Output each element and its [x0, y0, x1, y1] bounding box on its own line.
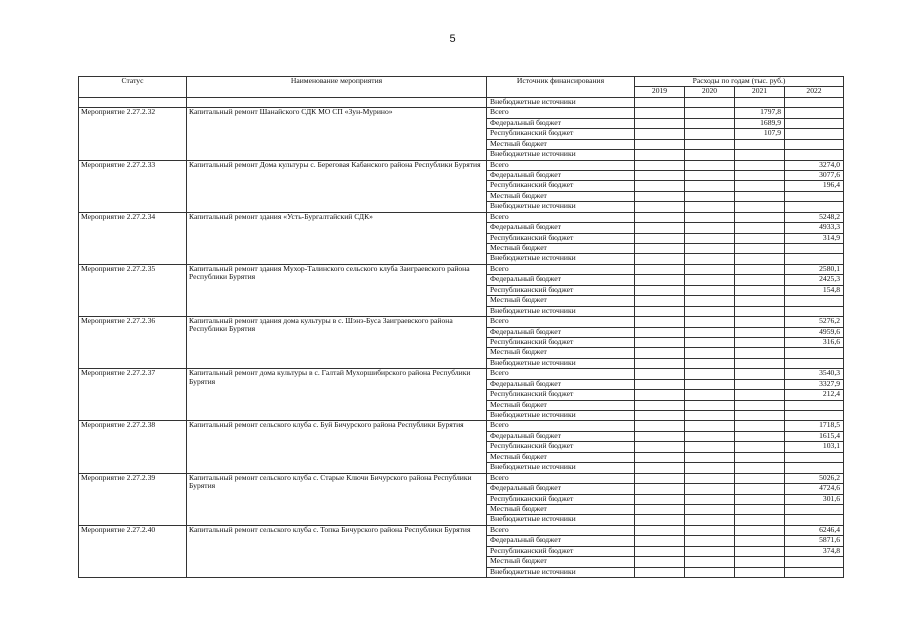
funding-source: Федеральный бюджет — [487, 170, 635, 180]
amount-cell — [735, 431, 785, 441]
amount-cell — [735, 567, 785, 577]
amount-cell — [685, 358, 735, 368]
amount-cell — [685, 327, 735, 337]
amount-cell: 107,9 — [735, 129, 785, 139]
measure-status: Мероприятие 2.27.2.35 — [79, 264, 187, 316]
measure-name: Капитальный ремонт сельского клуба с. Старые Ключи Бичурского района Республики Бурятия — [187, 473, 487, 525]
funding-source: Республиканский бюджет — [487, 494, 635, 504]
amount-cell — [635, 348, 685, 358]
amount-cell: 3077,6 — [785, 170, 844, 180]
amount-cell: 6246,4 — [785, 525, 844, 535]
funding-source: Всего — [487, 369, 635, 379]
amount-cell — [685, 150, 735, 160]
funding-source: Всего — [487, 160, 635, 170]
year-header: 2020 — [685, 87, 735, 97]
table-row — [79, 525, 844, 535]
amount-cell: 1615,4 — [785, 431, 844, 441]
amount-cell — [735, 473, 785, 483]
amount-cell — [635, 170, 685, 180]
amount-cell — [785, 557, 844, 567]
amount-cell — [685, 400, 735, 410]
amount-cell — [635, 557, 685, 567]
amount-cell — [685, 233, 735, 243]
table-row — [79, 264, 844, 274]
amount-cell — [635, 254, 685, 264]
amount-cell — [735, 223, 785, 233]
amount-cell — [735, 296, 785, 306]
table-row — [79, 473, 844, 483]
amount-cell — [635, 317, 685, 327]
amount-cell — [735, 515, 785, 525]
amount-cell: 3327,9 — [785, 379, 844, 389]
amount-cell — [685, 442, 735, 452]
amount-cell: 5248,2 — [785, 212, 844, 222]
funding-source: Местный бюджет — [487, 244, 635, 254]
amount-cell — [685, 296, 735, 306]
amount-cell — [735, 442, 785, 452]
amount-cell — [735, 150, 785, 160]
value-cell — [635, 97, 685, 107]
amount-cell — [685, 515, 735, 525]
funding-source: Республиканский бюджет — [487, 390, 635, 400]
amount-cell — [735, 191, 785, 201]
funding-source: Местный бюджет — [487, 296, 635, 306]
amount-cell — [635, 139, 685, 149]
amount-cell — [635, 369, 685, 379]
amount-cell — [685, 212, 735, 222]
funding-source: Местный бюджет — [487, 504, 635, 514]
amount-cell — [735, 484, 785, 494]
amount-cell — [685, 170, 735, 180]
amount-cell — [685, 379, 735, 389]
funding-source: Местный бюджет — [487, 348, 635, 358]
amount-cell — [785, 400, 844, 410]
measure-name: Капитальный ремонт Шанайского СДК МО СП «Зун-Муринo» — [187, 108, 487, 160]
amount-cell — [635, 150, 685, 160]
amount-cell — [635, 233, 685, 243]
amount-cell: 4724,6 — [785, 484, 844, 494]
amount-cell — [635, 160, 685, 170]
amount-cell — [785, 254, 844, 264]
amount-cell — [685, 390, 735, 400]
funding-source: Всего — [487, 264, 635, 274]
funding-source: Внебюджетные источники — [487, 358, 635, 368]
amount-cell — [785, 118, 844, 128]
amount-cell — [685, 348, 735, 358]
amount-cell — [735, 275, 785, 285]
amount-cell — [785, 348, 844, 358]
amount-cell: 2425,3 — [785, 275, 844, 285]
amount-cell — [735, 348, 785, 358]
amount-cell: 103,1 — [785, 442, 844, 452]
amount-cell — [735, 390, 785, 400]
amount-cell: 301,6 — [785, 494, 844, 504]
amount-cell — [785, 306, 844, 316]
measure-name: Капитальный ремонт дома культуры в с. Галтай Мухоршибирского района Республики Бурятия — [187, 369, 487, 421]
amount-cell — [685, 431, 735, 441]
amount-cell — [635, 244, 685, 254]
amount-cell — [635, 118, 685, 128]
source-cell: Внебюджетные источники — [487, 97, 635, 107]
funding-source: Федеральный бюджет — [487, 118, 635, 128]
amount-cell — [635, 536, 685, 546]
amount-cell — [635, 327, 685, 337]
amount-cell — [635, 484, 685, 494]
amount-cell — [735, 306, 785, 316]
amount-cell: 1718,5 — [785, 421, 844, 431]
amount-cell — [735, 337, 785, 347]
funding-source: Республиканский бюджет — [487, 181, 635, 191]
funding-source: Всего — [487, 473, 635, 483]
amount-cell — [685, 463, 735, 473]
amount-cell — [635, 379, 685, 389]
amount-cell — [685, 536, 735, 546]
amount-cell — [685, 306, 735, 316]
amount-cell — [735, 504, 785, 514]
amount-cell — [685, 129, 735, 139]
amount-cell — [785, 463, 844, 473]
name-header: Наименование мероприятия — [187, 77, 487, 98]
amount-cell — [735, 411, 785, 421]
amount-cell — [635, 390, 685, 400]
amount-cell — [685, 317, 735, 327]
amount-cell — [635, 421, 685, 431]
amount-cell — [685, 504, 735, 514]
amount-cell — [735, 254, 785, 264]
amount-cell — [785, 202, 844, 212]
amount-cell — [685, 202, 735, 212]
amount-cell — [635, 285, 685, 295]
funding-source: Внебюджетные источники — [487, 202, 635, 212]
year-header: 2019 — [635, 87, 685, 97]
amount-cell — [635, 400, 685, 410]
amount-cell — [685, 421, 735, 431]
funding-source: Местный бюджет — [487, 557, 635, 567]
table-row — [79, 212, 844, 222]
amount-cell — [635, 296, 685, 306]
amount-cell — [685, 285, 735, 295]
amount-cell — [785, 567, 844, 577]
amount-cell — [735, 546, 785, 556]
amount-cell: 5871,6 — [785, 536, 844, 546]
amount-cell — [735, 452, 785, 462]
amount-cell — [735, 285, 785, 295]
amount-cell — [635, 411, 685, 421]
funding-source: Внебюджетные источники — [487, 463, 635, 473]
funding-source: Республиканский бюджет — [487, 129, 635, 139]
table-row — [79, 108, 844, 118]
table-row — [79, 317, 844, 327]
measure-name: Капитальный ремонт Дома культуры с. Береговая Кабанского района Республики Бурятия — [187, 160, 487, 212]
amount-cell — [685, 108, 735, 118]
amount-cell — [785, 515, 844, 525]
funding-source: Внебюджетные источники — [487, 306, 635, 316]
amount-cell — [685, 264, 735, 274]
funding-source: Всего — [487, 317, 635, 327]
measure-status: Мероприятие 2.27.2.36 — [79, 317, 187, 369]
amount-cell — [735, 536, 785, 546]
amount-cell: 1797,8 — [735, 108, 785, 118]
measure-status: Мероприятие 2.27.2.34 — [79, 212, 187, 264]
amount-cell — [785, 411, 844, 421]
amount-cell — [685, 494, 735, 504]
amount-cell — [685, 369, 735, 379]
funding-source: Местный бюджет — [487, 139, 635, 149]
amount-cell — [735, 421, 785, 431]
measure-status: Мероприятие 2.27.2.39 — [79, 473, 187, 525]
amount-cell — [635, 212, 685, 222]
table-row — [79, 369, 844, 379]
funding-source: Республиканский бюджет — [487, 285, 635, 295]
amount-cell — [785, 296, 844, 306]
amount-cell: 154,8 — [785, 285, 844, 295]
amount-cell — [735, 202, 785, 212]
amount-cell — [735, 358, 785, 368]
value-cell — [735, 97, 785, 107]
measure-name: Капитальный ремонт сельского клуба с. Буй Бичурского района Республики Бурятия — [187, 421, 487, 473]
amount-cell — [635, 191, 685, 201]
amount-cell — [685, 160, 735, 170]
amount-cell: 374,8 — [785, 546, 844, 556]
funding-source: Федеральный бюджет — [487, 536, 635, 546]
amount-cell — [785, 504, 844, 514]
amount-cell — [635, 358, 685, 368]
value-cell — [685, 97, 735, 107]
amount-cell — [735, 379, 785, 389]
amount-cell — [685, 411, 735, 421]
funding-source: Всего — [487, 212, 635, 222]
amount-cell — [735, 525, 785, 535]
funding-source: Местный бюджет — [487, 400, 635, 410]
measure-status: Мероприятие 2.27.2.32 — [79, 108, 187, 160]
amount-cell — [635, 431, 685, 441]
amount-cell — [685, 525, 735, 535]
amount-cell — [635, 515, 685, 525]
amount-cell: 4933,3 — [785, 223, 844, 233]
status-cell — [79, 97, 187, 107]
amount-cell — [635, 452, 685, 462]
financing-table — [78, 76, 844, 578]
amount-cell — [685, 337, 735, 347]
amount-cell — [735, 400, 785, 410]
amount-cell — [635, 504, 685, 514]
amount-cell — [735, 233, 785, 243]
measure-status: Мероприятие 2.27.2.40 — [79, 525, 187, 577]
amount-cell: 3274,0 — [785, 160, 844, 170]
measure-name: Капитальный ремонт здания дома культуры в с. Шэнэ-Буса Заиграевского района Республики Бурятия — [187, 317, 487, 369]
measure-status: Мероприятие 2.27.2.33 — [79, 160, 187, 212]
expenses-header: Расходы по годам (тыс. руб.) — [635, 77, 844, 87]
funding-source: Всего — [487, 421, 635, 431]
amount-cell — [735, 369, 785, 379]
status-header: Статус — [79, 77, 187, 98]
amount-cell: 5276,2 — [785, 317, 844, 327]
amount-cell — [635, 494, 685, 504]
amount-cell: 4959,6 — [785, 327, 844, 337]
header-row — [79, 77, 844, 87]
funding-source: Внебюджетные источники — [487, 254, 635, 264]
amount-cell — [685, 223, 735, 233]
value-cell — [785, 97, 844, 107]
funding-source: Всего — [487, 108, 635, 118]
name-cell — [187, 97, 487, 107]
amount-cell — [685, 557, 735, 567]
amount-cell — [685, 139, 735, 149]
amount-cell — [735, 170, 785, 180]
amount-cell — [635, 181, 685, 191]
amount-cell — [685, 191, 735, 201]
funding-source: Федеральный бюджет — [487, 379, 635, 389]
amount-cell: 5026,2 — [785, 473, 844, 483]
amount-cell: 2580,1 — [785, 264, 844, 274]
funding-source: Внебюджетные источники — [487, 411, 635, 421]
funding-source: Республиканский бюджет — [487, 442, 635, 452]
year-header: 2022 — [785, 87, 844, 97]
amount-cell — [735, 160, 785, 170]
amount-cell — [635, 525, 685, 535]
amount-cell — [735, 327, 785, 337]
funding-source: Республиканский бюджет — [487, 337, 635, 347]
amount-cell — [635, 306, 685, 316]
amount-cell — [735, 181, 785, 191]
amount-cell — [635, 337, 685, 347]
amount-cell — [685, 118, 735, 128]
amount-cell — [635, 473, 685, 483]
amount-cell — [685, 473, 735, 483]
amount-cell — [685, 484, 735, 494]
amount-cell: 316,6 — [785, 337, 844, 347]
page-number: 5 — [449, 33, 456, 45]
amount-cell — [685, 452, 735, 462]
source-header: Источник финансирования — [487, 77, 635, 98]
year-header: 2021 — [735, 87, 785, 97]
funding-source: Федеральный бюджет — [487, 223, 635, 233]
funding-source: Всего — [487, 525, 635, 535]
funding-source: Федеральный бюджет — [487, 431, 635, 441]
amount-cell: 196,4 — [785, 181, 844, 191]
amount-cell — [685, 254, 735, 264]
carryover-row — [79, 97, 844, 107]
amount-cell — [635, 567, 685, 577]
amount-cell — [785, 244, 844, 254]
funding-source: Местный бюджет — [487, 452, 635, 462]
amount-cell — [785, 129, 844, 139]
amount-cell — [685, 244, 735, 254]
amount-cell — [735, 212, 785, 222]
amount-cell — [785, 108, 844, 118]
amount-cell: 212,4 — [785, 390, 844, 400]
funding-source: Внебюджетные источники — [487, 515, 635, 525]
amount-cell — [735, 139, 785, 149]
amount-cell — [785, 139, 844, 149]
funding-source: Федеральный бюджет — [487, 275, 635, 285]
amount-cell — [785, 358, 844, 368]
amount-cell — [635, 546, 685, 556]
funding-source: Местный бюджет — [487, 191, 635, 201]
amount-cell — [635, 275, 685, 285]
funding-source: Федеральный бюджет — [487, 327, 635, 337]
amount-cell: 1689,9 — [735, 118, 785, 128]
measure-status: Мероприятие 2.27.2.38 — [79, 421, 187, 473]
amount-cell — [735, 264, 785, 274]
amount-cell — [785, 191, 844, 201]
amount-cell — [635, 202, 685, 212]
funding-source: Внебюджетные источники — [487, 567, 635, 577]
amount-cell — [785, 150, 844, 160]
amount-cell — [735, 494, 785, 504]
table-row — [79, 421, 844, 431]
funding-source: Внебюджетные источники — [487, 150, 635, 160]
amount-cell — [785, 452, 844, 462]
amount-cell — [635, 223, 685, 233]
amount-cell — [685, 567, 735, 577]
measure-name: Капитальный ремонт здания «Усть-Бургалтайский СДК» — [187, 212, 487, 264]
amount-cell — [685, 546, 735, 556]
amount-cell: 3540,3 — [785, 369, 844, 379]
amount-cell — [735, 317, 785, 327]
amount-cell — [735, 244, 785, 254]
amount-cell — [735, 557, 785, 567]
amount-cell — [635, 264, 685, 274]
amount-cell — [635, 442, 685, 452]
amount-cell — [635, 108, 685, 118]
funding-source: Республиканский бюджет — [487, 233, 635, 243]
measure-status: Мероприятие 2.27.2.37 — [79, 369, 187, 421]
amount-cell — [635, 463, 685, 473]
amount-cell — [735, 463, 785, 473]
amount-cell — [685, 275, 735, 285]
measure-name: Капитальный ремонт здания Мухор-Талинского сельского клуба Заиграевского района Республики Бурятия — [187, 264, 487, 316]
amount-cell: 314,9 — [785, 233, 844, 243]
measure-name: Капитальный ремонт сельского клуба с. Топка Бичурского района Республики Бурятия — [187, 525, 487, 577]
amount-cell — [635, 129, 685, 139]
funding-source: Республиканский бюджет — [487, 546, 635, 556]
amount-cell — [685, 181, 735, 191]
table-row — [79, 160, 844, 170]
funding-source: Федеральный бюджет — [487, 484, 635, 494]
